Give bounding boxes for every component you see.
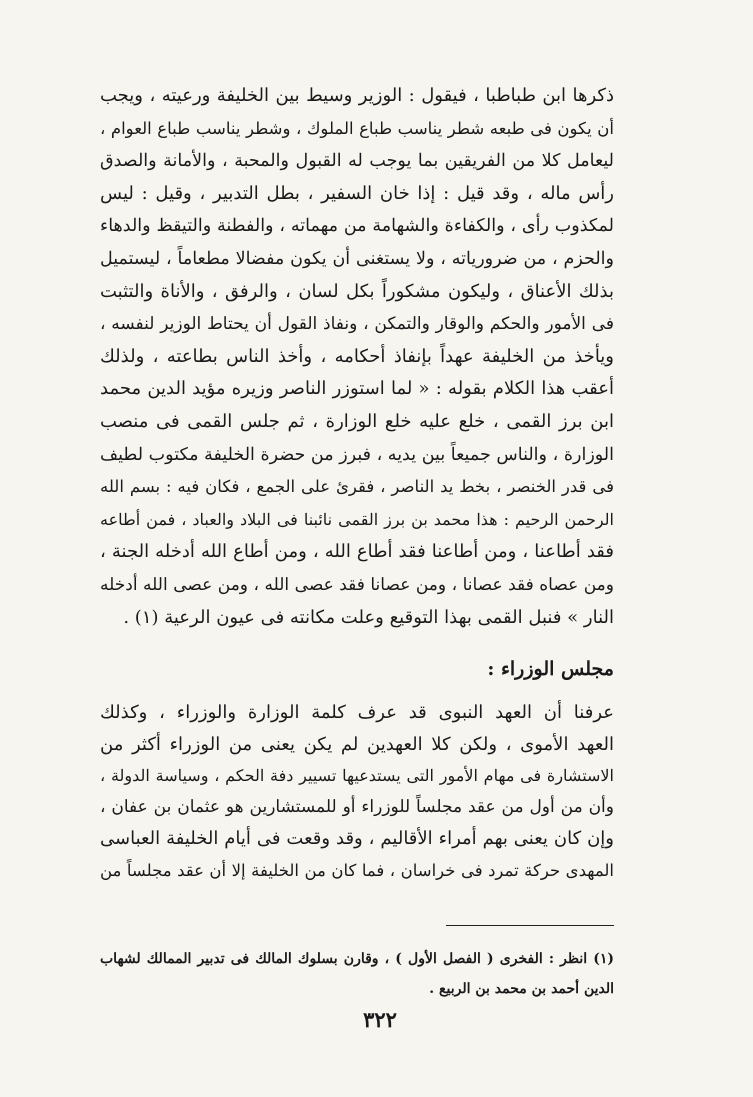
text-line: الرحمن الرحيم : هذا محمد بن برز القمى نائبنا فى البلاد والعباد ، فمن أطاعه — [100, 509, 614, 529]
text-line: المهدى حركة تمرد فى خراسان ، فما كان من الخليفة إلا أن عقد مجلساً من — [100, 860, 614, 880]
text-line: الاستشارة فى مهام الأمور التى يستدعيها تسيير دفة الحكم ، وسياسة الدولة ، — [100, 766, 614, 786]
section-heading: مجلس الوزراء : — [487, 658, 614, 680]
text-line: رأس ماله ، وقد قيل : إذا خان السفير ، بطل التدبير ، وقيل : ليس — [100, 182, 614, 204]
text-line: ومن عصاه فقد عصانا ، ومن عصانا فقد عصى الله ، ومن عصى الله أدخله — [100, 574, 614, 595]
text-line: ابن برز القمى ، خلع عليه خلع الوزارة ، ثم جلس القمى فى منصب — [100, 410, 614, 432]
footnote-divider — [446, 925, 614, 926]
text-line: فقد أطاعنا ، ومن أطاعنا فقد أطاع الله ، ومن أطاع الله أدخله الجنة ، — [100, 541, 614, 563]
text-line: أن يكون فى طبعه شطر يناسب طباع الملوك ، وشطر يناسب طباع العوام ، — [100, 118, 614, 138]
text-line: عرفنا أن العهد النبوى قد عرف كلمة الوزارة والوزراء ، وكذلك — [100, 702, 614, 723]
section-paragraph — [100, 697, 614, 887]
footnote-line: الدين أحمد بن محمد بن الربيع . — [429, 981, 614, 997]
text-line: العهد الأموى ، ولكن كلا العهدين لم يكن يعنى من الوزراء أكثر من — [100, 733, 614, 755]
text-line: أعقب هذا الكلام بقوله : « لما استوزر الناصر وزيره مؤيد الدين محمد — [100, 378, 614, 400]
text-line: ويأخذ من الخليفة عهداً بإنفاذ أحكامه ، وأخذ الناس بطاعته ، ولذلك — [100, 345, 614, 367]
text-line: وإن كان يعنى بهم أمراء الأقاليم ، وقد وقعت فى أيام الخليفة العباسى — [100, 828, 614, 850]
text-line: وأن من أول من عقد مجلساً للوزراء أو للمستشارين هو عثمان بن عفان ، — [100, 796, 614, 817]
text-line: الوزارة ، والناس جميعاً بين يديه ، فبرز من حضرة الخليفة مكتوب لطيف — [100, 444, 614, 465]
footnote-line: (١) انظر : الفخرى ( الفصل الأول ) ، وقارن بسلوك المالك فى تدبير الممالك لشهاب — [100, 951, 614, 967]
footnote — [100, 944, 614, 1004]
text-line: فى قدر الخنصر ، بخط يد الناصر ، فقرئ على الجمع ، فكان فيه : بسم الله — [100, 477, 614, 497]
text-line: والحزم ، من ضرورياته ، ولا يستغنى أن يكون مفضالا مطعاماً ، ليستميل — [100, 248, 614, 269]
text-line: ليعامل كلا من الفريقين بما يوجب له القبول والمحبة ، والأمانة والصدق — [100, 151, 614, 172]
text-line: فى الأمور والحكم والوقار والتمكن ، ونفاذ القول أن يحتاط الوزير لنفسه ، — [100, 314, 614, 335]
text-line: ذكرها ابن طباطبا ، فيقول : الوزير وسيط بين الخليفة ورعيته ، ويجب — [100, 85, 614, 106]
text-line: النار » فنبل القمى بهذا التوقيع وعلت مكانته فى عيون الرعية (١) . — [123, 606, 614, 628]
body-paragraph — [100, 80, 614, 634]
page-number: ٣٢٢ — [363, 1007, 397, 1032]
text-line: لمكذوب رأى ، والكفاءة والشهامة من مهماته ، والفطنة والتيقظ والدهاء — [100, 216, 614, 237]
text-line: بذلك الأعناق ، وليكون مشكوراً بكل لسان ، والرفق ، والأناة والتثبت — [100, 280, 614, 302]
